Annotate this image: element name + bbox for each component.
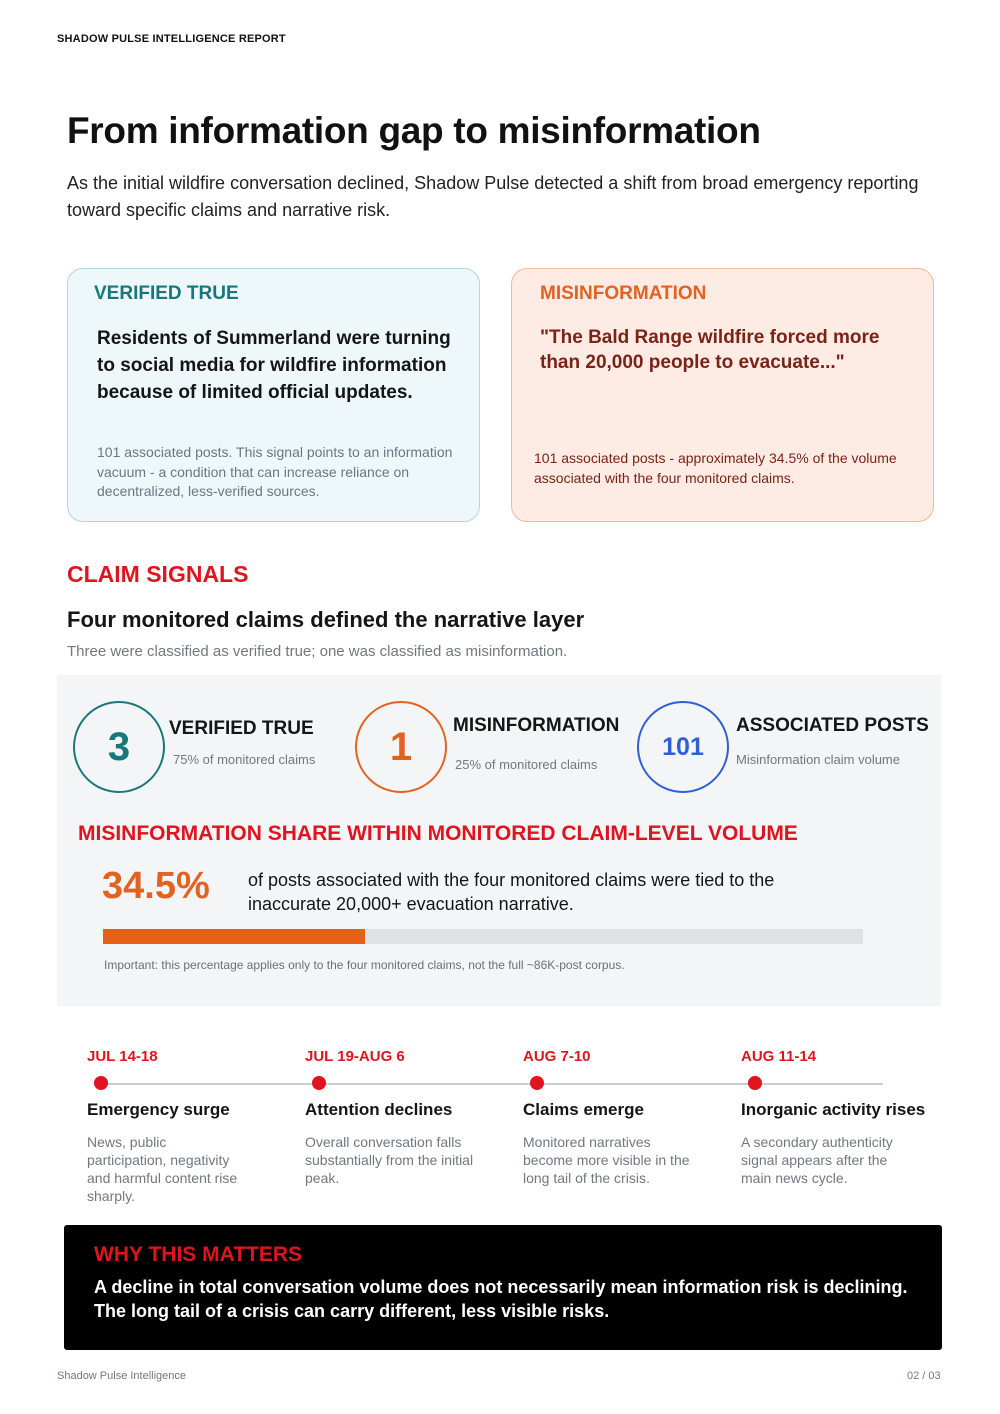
share-percent: 34.5% bbox=[102, 865, 210, 907]
verified-card-note: 101 associated posts. This signal points to an information vacuum - a condition that can increase reliance on decentralized, less-verified sources. bbox=[97, 444, 453, 499]
timeline-dot bbox=[530, 1076, 544, 1090]
claim-signals-heading: Four monitored claims defined the narrative layer bbox=[67, 607, 585, 632]
timeline-line bbox=[100, 1083, 883, 1085]
page-number: 02 / 03 bbox=[907, 1370, 941, 1382]
timeline-title: Claims emerge bbox=[523, 1100, 644, 1119]
why-this-matters-box bbox=[64, 1225, 942, 1350]
timeline-text: A secondary authenticity signal appears after the main news cycle. bbox=[741, 1134, 893, 1186]
verified-true-card bbox=[67, 268, 480, 522]
share-note: Important: this percentage applies only to the four monitored claims, not the full ~86K-post corpus. bbox=[104, 958, 625, 972]
timeline-date: AUG 11-14 bbox=[741, 1048, 817, 1065]
claim-signals-subheading: Three were classified as verified true; one was classified as misinformation. bbox=[67, 643, 568, 660]
page-title: From information gap to misinformation bbox=[67, 110, 761, 151]
claim-signals-title: CLAIM SIGNALS bbox=[67, 561, 249, 587]
associated-posts-desc: Misinformation claim volume bbox=[736, 752, 900, 767]
timeline-title: Inorganic activity rises bbox=[741, 1100, 926, 1119]
misinformation-count-desc: 25% of monitored claims bbox=[455, 757, 598, 772]
timeline-item bbox=[523, 1048, 723, 1186]
verified-count-label: VERIFIED TRUE bbox=[169, 718, 314, 739]
share-progress-fill bbox=[103, 929, 365, 944]
misinformation-card bbox=[511, 268, 934, 522]
misinformation-card-note: 101 associated posts - approximately 34.5% of the volume associated with the four monitored claims. bbox=[534, 450, 897, 486]
share-description: of posts associated with the four monitored claims were tied to the inaccurate 20,000+ evacuation narrative. bbox=[248, 870, 775, 914]
verified-count-circle: 3 bbox=[73, 701, 165, 793]
verified-count-desc: 75% of monitored claims bbox=[173, 752, 316, 767]
timeline-dot bbox=[94, 1076, 108, 1090]
timeline-dot bbox=[312, 1076, 326, 1090]
timeline-text: Overall conversation falls substantially from the initial peak. bbox=[305, 1134, 474, 1186]
verified-card-heading: VERIFIED TRUE bbox=[94, 283, 239, 304]
misinformation-card-claim: "The Bald Range wildfire forced more than 20,000 people to evacuate..." bbox=[540, 327, 880, 373]
intro-paragraph: As the initial wildfire conversation declined, Shadow Pulse detected a shift from broad emergency reporting toward specific claims and narrative risk. bbox=[67, 173, 919, 220]
timeline-text: Monitored narratives become more visible in the long tail of the crisis. bbox=[523, 1134, 690, 1186]
share-progress-bar bbox=[103, 929, 863, 944]
timeline-date: JUL 14-18 bbox=[87, 1048, 158, 1065]
misinformation-card-heading: MISINFORMATION bbox=[540, 283, 707, 304]
stats-panel bbox=[57, 675, 941, 1006]
timeline-item bbox=[741, 1048, 941, 1186]
timeline-date: JUL 19-AUG 6 bbox=[305, 1048, 405, 1065]
timeline-item bbox=[87, 1048, 287, 1204]
verified-card-claim: Residents of Summerland were turning to social media for wildfire information because of limited official updates. bbox=[97, 328, 451, 403]
misinformation-count-label: MISINFORMATION bbox=[453, 715, 620, 736]
associated-posts-circle: 101 bbox=[637, 701, 729, 793]
timeline-date: AUG 7-10 bbox=[523, 1048, 591, 1065]
footer-left: Shadow Pulse Intelligence bbox=[57, 1370, 187, 1382]
share-title: MISINFORMATION SHARE WITHIN MONITORED CLAIM-LEVEL VOLUME bbox=[78, 822, 798, 845]
timeline-dot bbox=[748, 1076, 762, 1090]
report-label: SHADOW PULSE INTELLIGENCE REPORT bbox=[57, 33, 286, 45]
timeline-title: Emergency surge bbox=[87, 1100, 230, 1119]
timeline-text: News, public participation, negativity and harmful content rise sharply. bbox=[87, 1134, 238, 1204]
timeline-item bbox=[305, 1048, 505, 1186]
why-text: A decline in total conversation volume does not necessarily mean information risk is declining. The long tail of a crisis can carry different, less visible risks. bbox=[94, 1277, 908, 1321]
timeline-title: Attention declines bbox=[305, 1100, 453, 1119]
why-title: WHY THIS MATTERS bbox=[94, 1243, 303, 1266]
associated-posts-label: ASSOCIATED POSTS bbox=[736, 715, 929, 736]
misinformation-count-circle: 1 bbox=[355, 701, 447, 793]
